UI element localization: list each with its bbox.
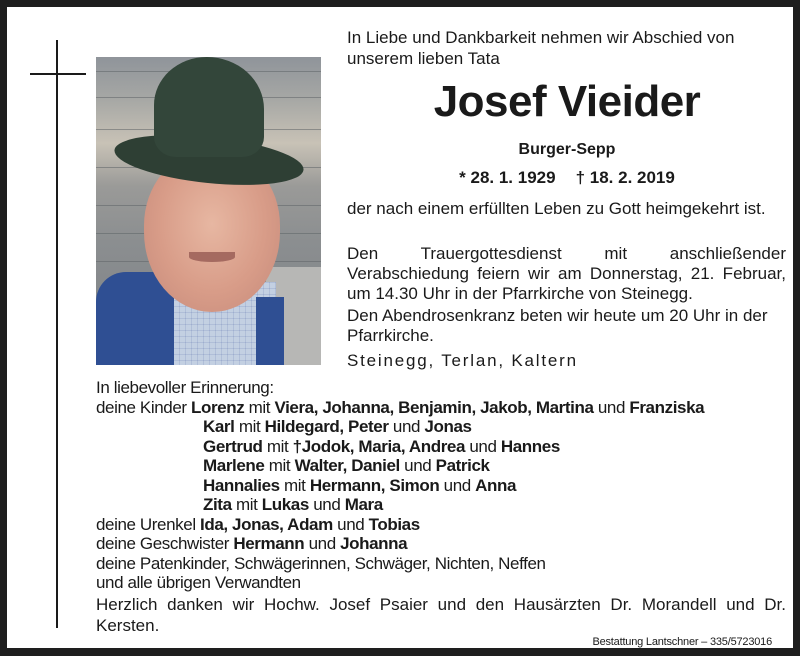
cross-icon-horizontal (30, 73, 86, 75)
funeral-home-credit: Bestattung Lantschner – 335/5723016 (592, 636, 772, 648)
family-row-siblings: deine Geschwister Hermann und Johanna (96, 534, 408, 553)
family-row-relatives: und alle übrigen Verwandten (96, 573, 301, 592)
child-name: Lorenz (191, 397, 245, 417)
family-row-child: Zita mit Lukas und Mara (203, 495, 383, 514)
paragraph-returned-home: der nach einem erfüllten Leben zu Gott heimgekehrt ist. (347, 199, 766, 218)
family-row-child: Karl mit Hildegard, Peter und Jonas (203, 417, 472, 436)
child-name: Marlene (203, 456, 265, 475)
obituary-card (7, 7, 793, 648)
child-name: Karl (203, 417, 235, 436)
family-row-child: Gertrud mit †Jodok, Maria, Andrea und Hannes (203, 436, 560, 456)
children-label: deine Kinder (96, 397, 187, 417)
family-row-child: Marlene mit Walter, Daniel und Patrick (203, 456, 490, 475)
family-list (96, 378, 796, 593)
child-name: Zita (203, 495, 232, 514)
death-date: † 18. 2. 2019 (575, 168, 675, 187)
deceased-nickname: Burger-Sepp (518, 141, 616, 158)
hat-crown-shape (154, 57, 264, 157)
places-line: Steinegg, Terlan, Kaltern (347, 351, 578, 370)
cross-icon-vertical (56, 40, 58, 628)
life-dates (347, 167, 787, 189)
child-name: Hannalies (203, 475, 280, 495)
vest-shape-right (256, 297, 284, 365)
portrait-photo (96, 57, 321, 365)
family-row-others: deine Patenkinder, Schwägerinnen, Schwäger, Nichten, Neffen (96, 553, 546, 573)
thanks-paragraph: Herzlich danken wir Hochw. Josef Psaier und den Hausärzten Dr. Morandell und Dr. Kersten. (96, 595, 786, 635)
family-row-children: deine Kinder Lorenz mit Viera, Johanna, Benjamin, Jakob, Martina und Franziska (96, 397, 705, 417)
birth-date: * 28. 1. 1929 (459, 168, 556, 187)
family-row-child: Hannalies mit Hermann, Simon und Anna (203, 475, 517, 495)
intro-text: In Liebe und Dankbarkeit nehmen wir Abschied von unserem lieben Tata (347, 28, 735, 68)
family-row-greatgrandchildren: deine Urenkel Ida, Jonas, Adam und Tobias (96, 514, 420, 534)
paragraph-funeral-service: Den Trauergottesdienst mit anschließender Verabschiedung feiern wir am Donnerstag, 21. Februar, um 14.30 Uhr in der Pfarrkirche von Steinegg. (347, 244, 786, 303)
child-name: Gertrud (203, 436, 263, 456)
family-heading: In liebevoller Erinnerung: (96, 378, 274, 397)
smile-shape (189, 252, 235, 262)
deceased-name: Josef Vieider (433, 77, 701, 126)
paragraph-rosary: Den Abendrosenkranz beten wir heute um 20 Uhr in der Pfarrkirche. (347, 306, 768, 345)
